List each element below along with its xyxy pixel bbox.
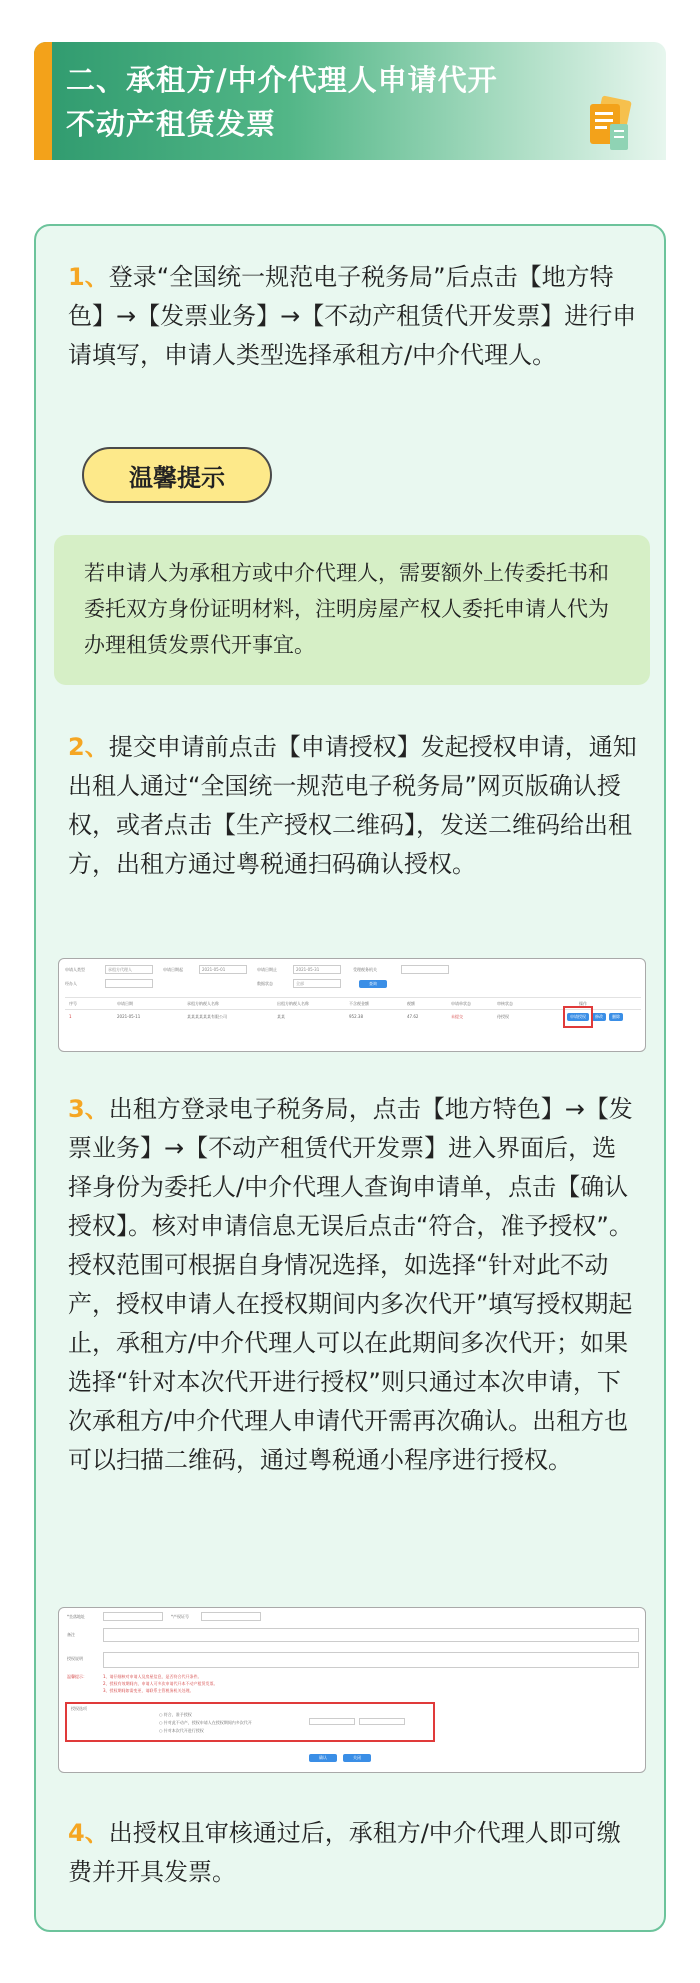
- confirm-button[interactable]: 确认: [309, 1754, 337, 1762]
- address-input[interactable]: [103, 1612, 163, 1621]
- filter-label: 申请日期起: [163, 967, 183, 972]
- filter-label: 申请日期止: [257, 967, 277, 972]
- remark-input[interactable]: [103, 1628, 639, 1642]
- field-label: *坐落地址: [67, 1614, 85, 1619]
- table-header: 审核状态: [497, 1001, 513, 1006]
- step-text: 提交申请前点击【申请授权】发起授权申请，通知出租人通过“全国统一规范电子税务局”网页版确认授权，或者点击【生产授权二维码】，发送二维码给出租方，出租方通过粤税通扫码确认授权。: [68, 733, 637, 878]
- table-cell: 47.62: [407, 1014, 419, 1019]
- step-1: [68, 258, 640, 375]
- cert-input[interactable]: [201, 1612, 261, 1621]
- auth-title: 授权选项: [71, 1706, 87, 1711]
- table-header: 序号: [69, 1001, 77, 1006]
- step-3: [68, 1090, 640, 1480]
- filter-input[interactable]: [401, 965, 449, 974]
- filter-input[interactable]: 承租方代理人: [105, 965, 153, 974]
- filter-input[interactable]: 2021-05-31: [293, 965, 341, 974]
- field-label: *产权证号: [171, 1614, 189, 1619]
- section-header: [34, 42, 666, 160]
- table-header: 操作: [579, 1001, 587, 1006]
- table-header: 出租方纳税人名称: [277, 1001, 309, 1006]
- step-4: [68, 1814, 640, 1892]
- tip-text: 若申请人为承租方或中介代理人，需要额外上传委托书和委托双方身份证明材料，注明房屋产权人委托申请人代为办理租赁发票代开事宜。: [84, 561, 609, 657]
- table-header: 税额: [407, 1001, 415, 1006]
- table-cell: 1: [69, 1014, 72, 1019]
- description-input[interactable]: [103, 1652, 639, 1668]
- auth-option[interactable]: ○ 针对本次代开进行授权: [159, 1728, 204, 1733]
- tip-box: [54, 535, 650, 685]
- step-2: [68, 728, 640, 884]
- table-cell: 某某某某某某有限公司: [187, 1014, 227, 1019]
- table-header: 承租方纳税人名称: [187, 1001, 219, 1006]
- table-divider: [65, 1009, 641, 1010]
- notice-label: 温馨提示：: [67, 1674, 87, 1679]
- step-number: 4、: [68, 1819, 109, 1847]
- title-line-2: 不动产租赁发票: [66, 107, 277, 141]
- highlight-box: [563, 1006, 593, 1028]
- notice-item: 2、授权有效期间内，申请人可多次申请代开本不动产租赁发票。: [103, 1681, 218, 1686]
- step-text: 登录“全国统一规范电子税务局”后点击【地方特色】→【发票业务】→【不动产租赁代开发票】进行申请填写，申请人类型选择承租方/中介代理人。: [68, 263, 637, 369]
- auth-option[interactable]: ○ 针对此不动产，授权申请人在授权期间内多次代开: [159, 1720, 252, 1725]
- content-card: [34, 224, 666, 1932]
- table-header: 申请单状态: [451, 1001, 471, 1006]
- search-button[interactable]: 查询: [359, 980, 387, 988]
- screenshot-application-list: [58, 958, 646, 1052]
- filter-label: 受理税务机关: [353, 967, 377, 972]
- auth-option[interactable]: ○ 符合，准予授权: [159, 1712, 192, 1717]
- section-title: [66, 58, 606, 146]
- step-text: 出授权且审核通过后，承租方/中介代理人即可缴费并开具发票。: [68, 1819, 621, 1886]
- edit-button[interactable]: 修改: [592, 1013, 606, 1021]
- table-cell: 某某: [277, 1014, 285, 1019]
- close-button[interactable]: 关闭: [343, 1754, 371, 1762]
- notice-item: 1、请仔细核对申请人及房屋信息，是否符合代开条件。: [103, 1674, 202, 1679]
- filter-label: 申请人类型: [65, 967, 85, 972]
- invoice-documents-icon: [580, 94, 638, 156]
- screenshot-authorization-dialog: [58, 1607, 646, 1773]
- auth-option-label: 符合，准予授权: [163, 1712, 192, 1717]
- delete-button[interactable]: 删除: [609, 1013, 623, 1021]
- auth-end-input[interactable]: [359, 1718, 405, 1725]
- filter-input[interactable]: [105, 979, 153, 988]
- field-label: 授权说明: [67, 1656, 83, 1661]
- tip-label: 温馨提示: [82, 447, 272, 503]
- table-cell: 待授权: [497, 1014, 509, 1019]
- step-number: 1、: [68, 263, 109, 291]
- auth-option-label: 针对此不动产，授权申请人在授权期间内多次代开: [163, 1720, 252, 1725]
- table-header: 申请日期: [117, 1001, 133, 1006]
- table-cell: 952.38: [349, 1014, 363, 1019]
- table-cell: 2021-05-11: [117, 1014, 141, 1019]
- filter-input[interactable]: 2021-05-01: [199, 965, 247, 974]
- table-cell: 未提交: [451, 1014, 463, 1019]
- apply-auth-button[interactable]: 申请授权: [567, 1013, 589, 1021]
- notice-item: 3、授权期间如需变更，请联系主管税务机关处理。: [103, 1688, 194, 1693]
- field-label: 备注: [67, 1632, 75, 1637]
- step-number: 2、: [68, 733, 109, 761]
- table-divider: [65, 997, 641, 998]
- step-text: 出租方登录电子税务局，点击【地方特色】→【发票业务】→【不动产租赁代开发票】进入界面后，选择身份为委托人/中介代理人查询申请单，点击【确认授权】。核对申请信息无误后点击“符合，准予授权”。授权范围可根据自身情况选择，如选择“针对此不动产，授权申请人在授权期间内多次代开”填写授权期起止，承租方/中介代理人可以在此期间多次代开；如果选择“针对本次代开进行授权”则只通过本次申请，下次承租方/中介代理人申请代开需再次确认。出租方也可以扫描二维码，通过粤税通小程序进行授权。: [68, 1095, 633, 1474]
- filter-label: 经办人: [65, 981, 77, 986]
- filter-input[interactable]: 全部: [293, 979, 341, 988]
- auth-start-input[interactable]: [309, 1718, 355, 1725]
- filter-label: 数据状态: [257, 981, 273, 986]
- step-number: 3、: [68, 1095, 109, 1123]
- header-accent-bar: [34, 42, 52, 160]
- title-line-1: 二、承租方/中介代理人申请代开: [66, 63, 498, 97]
- table-header: 不含税金额: [349, 1001, 369, 1006]
- auth-option-label: 针对本次代开进行授权: [163, 1728, 204, 1733]
